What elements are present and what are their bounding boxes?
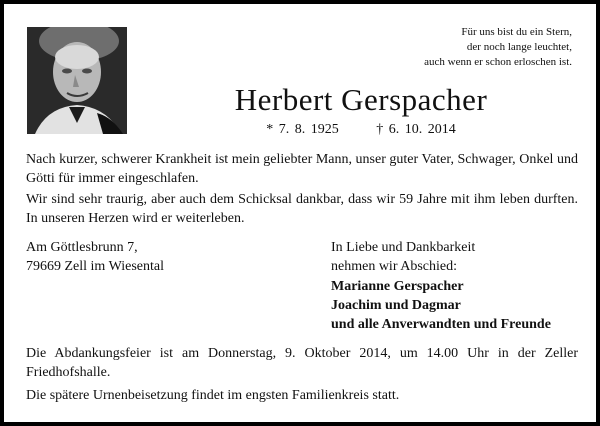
deceased-name: Herbert Gerspacher — [234, 82, 488, 117]
mourner-name: und alle Anverwandten und Freunde — [331, 317, 551, 332]
farewell-line: In Liebe und Dankbarkeit — [331, 240, 476, 255]
life-dates — [134, 121, 588, 139]
announcement-paragraph: Nach kurzer, schwerer Krankheit ist mein geliebter Mann, unser guter Vater, Schwager, Onkel und Götti für immer eingeschlafen. — [26, 152, 578, 186]
mourner-name: Marianne Gerspacher — [331, 279, 464, 294]
portrait-photo — [27, 27, 127, 134]
mourners-list — [331, 277, 551, 334]
quote-line: auch wenn er schon erloschen ist. — [424, 56, 572, 68]
death-date: † 6. 10. 2014 — [376, 122, 456, 137]
quote-line: der noch lange leuchtet, — [466, 41, 572, 53]
farewell-line: nehmen wir Abschied: — [331, 259, 457, 274]
address-block — [26, 238, 164, 276]
gratitude-paragraph: Wir sind sehr traurig, aber auch dem Schicksal dankbar, dass wir 59 Jahre mit ihm leben durften. In unseren Herzen wird er weiterleben. — [26, 192, 578, 226]
quote-line: Für uns bist du ein Stern, — [461, 26, 572, 38]
address-street: Am Göttlesbrunn 7, — [26, 240, 138, 255]
address-city: 79669 Zell im Wiesental — [26, 259, 164, 274]
farewell-block — [331, 238, 475, 276]
portrait-illustration — [27, 27, 127, 134]
mourner-name: Joachim und Dagmar — [331, 298, 461, 313]
ceremony-paragraph: Die Abdankungsfeier ist am Donnerstag, 9. Oktober 2014, um 14.00 Uhr in der Zeller Friedhofshalle. — [26, 346, 578, 380]
quote-verse — [424, 25, 572, 70]
birth-date: * 7. 8. 1925 — [266, 122, 339, 137]
burial-paragraph: Die spätere Urnenbeisetzung findet im engsten Familienkreis statt. — [26, 388, 400, 403]
